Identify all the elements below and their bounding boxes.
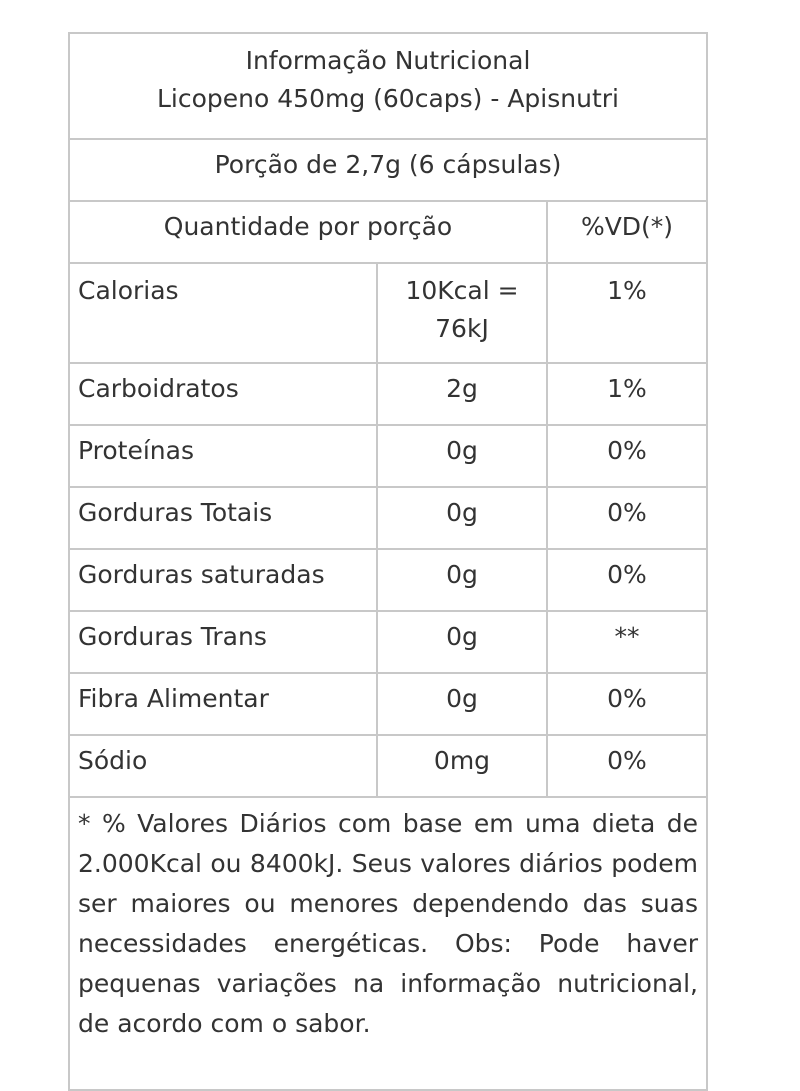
nutrient-vd: ** [547,611,707,673]
table-row [69,611,707,673]
table-row [69,735,707,797]
title-row [69,33,707,139]
table-row [69,425,707,487]
nutrient-amount: 2g [377,363,547,425]
title-line-1: Informação Nutricional [245,46,531,75]
portion-size: Porção de 2,7g (6 cápsulas) [69,139,707,201]
column-header-row [69,201,707,263]
nutrient-vd: 0% [547,425,707,487]
nutrient-amount: 0g [377,487,547,549]
nutrient-vd: 1% [547,363,707,425]
nutrient-amount: 0g [377,673,547,735]
nutrient-label: Proteínas [69,425,377,487]
nutrient-amount: 0g [377,611,547,673]
nutrient-label: Sódio [69,735,377,797]
table-row [69,549,707,611]
nutrient-vd: 1% [547,263,707,363]
table-row [69,673,707,735]
nutrient-amount: 0mg [377,735,547,797]
table-title [69,33,707,139]
nutrition-facts-table [68,32,708,1091]
nutrient-label: Gorduras Totais [69,487,377,549]
nutrient-vd: 0% [547,735,707,797]
nutrient-label: Carboidratos [69,363,377,425]
table-row [69,263,707,363]
column-header-quantity: Quantidade por porção [69,201,547,263]
portion-row [69,139,707,201]
nutrient-vd: 0% [547,549,707,611]
footnote-text: * % Valores Diários com base em uma dieta de 2.000Kcal ou 8400kJ. Seus valores diários podem ser maiores ou menores dependendo das suas necessidades energéticas. Obs: Pode haver pequenas variações na informação nutricional, de acordo com o sabor. [69,797,707,1090]
nutrient-amount: 0g [377,425,547,487]
nutrient-vd: 0% [547,487,707,549]
nutrient-label: Calorias [69,263,377,363]
nutrient-amount: 10Kcal = 76kJ [377,263,547,363]
title-line-2: Licopeno 450mg (60caps) - Apisnutri [157,84,619,113]
nutrient-label: Gorduras saturadas [69,549,377,611]
nutrient-amount: 0g [377,549,547,611]
table-row [69,487,707,549]
footnote-row [69,797,707,1090]
column-header-vd: %VD(*) [547,201,707,263]
nutrient-label: Gorduras Trans [69,611,377,673]
nutrient-vd: 0% [547,673,707,735]
nutrient-label: Fibra Alimentar [69,673,377,735]
table-row [69,363,707,425]
